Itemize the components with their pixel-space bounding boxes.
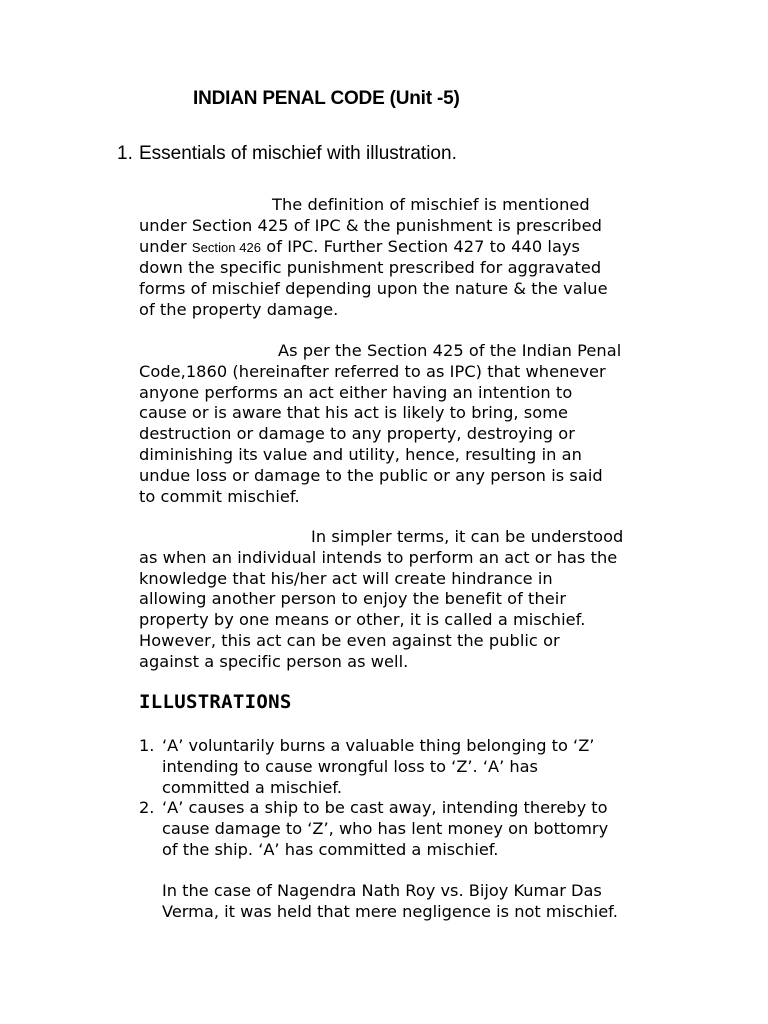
illustrations-heading: ILLUSTRATIONS xyxy=(139,691,292,713)
paragraph-line: diminishing its value and utility, hence, resulting in an xyxy=(139,444,582,464)
definition-paragraph xyxy=(139,195,699,321)
paragraph-line: to commit mischief. xyxy=(139,486,300,506)
list-item xyxy=(139,736,699,798)
paragraph-line: In simpler terms, it can be understood xyxy=(311,527,624,546)
list-item-number: 2. xyxy=(139,798,155,818)
section-reference: Section 426 xyxy=(191,239,262,255)
question-number: 1. xyxy=(117,143,133,164)
paragraph-line: cause or is aware that his act is likely to bring, some xyxy=(139,403,569,423)
list-item-line: ‘A’ voluntarily burns a valuable thing belonging to ‘Z’ xyxy=(162,736,595,755)
list-item-line: intending to cause wrongful loss to ‘Z’. ‘A’ has xyxy=(162,756,538,776)
paragraph-line: as when an individual intends to perform an act or has the xyxy=(139,547,618,567)
paragraph-line xyxy=(139,237,699,259)
case-law-paragraph xyxy=(162,881,618,923)
question-heading xyxy=(117,143,457,165)
text-run: of IPC. Further Section 427 to 440 lays xyxy=(266,236,581,256)
paragraph-line: Verma, it was held that mere negligence is not mischief. xyxy=(162,901,618,921)
illustrations-list xyxy=(139,736,699,861)
simpler-terms-paragraph xyxy=(139,527,699,673)
list-item-line: ‘A’ causes a ship to be cast away, intending thereby to xyxy=(162,798,608,818)
paragraph-line: against a specific person as well. xyxy=(139,651,409,671)
paragraph-line: down the specific punishment prescribed for aggravated xyxy=(139,258,602,278)
question-text: Essentials of mischief with illustration. xyxy=(139,143,457,164)
page-title: INDIAN PENAL CODE (Unit -5) xyxy=(193,88,460,109)
paragraph-line: property by one means or other, it is called a mischief. xyxy=(139,610,586,630)
section-425-paragraph xyxy=(139,341,699,507)
paragraph-line: under Section 425 of IPC & the punishment is prescribed xyxy=(139,215,602,235)
paragraph-line: The definition of mischief is mentioned xyxy=(272,195,590,214)
paragraph-line: forms of mischief depending upon the nature & the value xyxy=(139,279,608,299)
paragraph-line: knowledge that his/her act will create hindrance in xyxy=(139,568,553,588)
text-run: under xyxy=(139,236,187,256)
list-item-line: cause damage to ‘Z’, who has lent money on bottomry xyxy=(162,819,609,839)
paragraph-line: anyone performs an act either having an intention to xyxy=(139,382,573,402)
paragraph-line: In the case of Nagendra Nath Roy vs. Bijoy Kumar Das xyxy=(162,881,602,900)
list-item xyxy=(139,798,699,860)
paragraph-line: Code,1860 (hereinafter referred to as IPC) that whenever xyxy=(139,361,606,381)
paragraph-line: of the property damage. xyxy=(139,299,339,319)
paragraph-line: destruction or damage to any property, destroying or xyxy=(139,424,575,444)
list-item-line: committed a mischief. xyxy=(162,777,342,797)
paragraph-line: undue loss or damage to the public or any person is said xyxy=(139,465,603,485)
paragraph-line: However, this act can be even against the public or xyxy=(139,630,560,650)
list-item-number: 1. xyxy=(139,736,155,755)
list-item-line: of the ship. ‘A’ has committed a mischief. xyxy=(162,839,499,859)
paragraph-line: allowing another person to enjoy the benefit of their xyxy=(139,589,567,609)
paragraph-line: As per the Section 425 of the Indian Penal xyxy=(278,341,622,360)
